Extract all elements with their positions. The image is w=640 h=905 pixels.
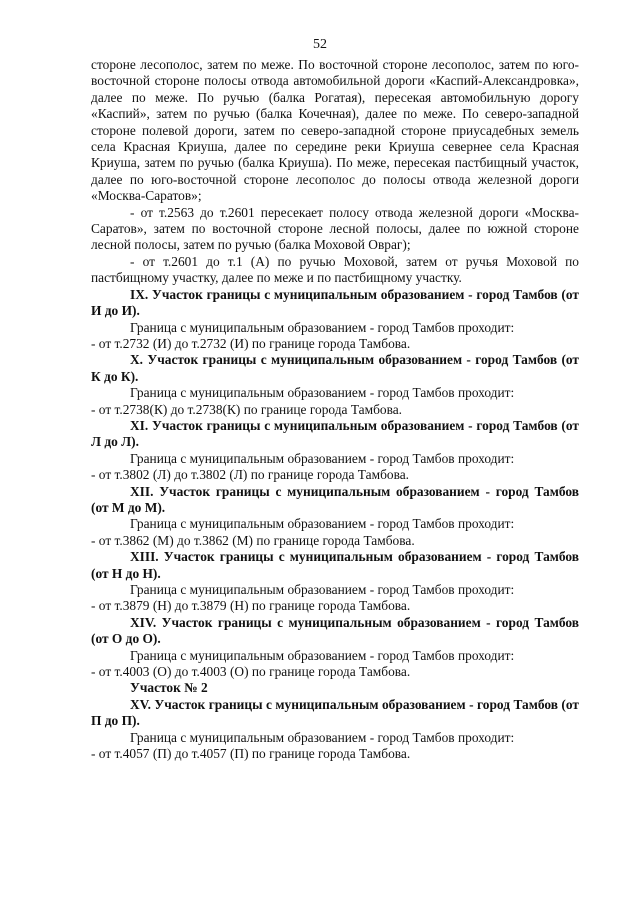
section-item: - от т.2732 (И) до т.2732 (И) по границе города Тамбова. (91, 335, 411, 351)
section-item: - от т.2738(К) до т.2738(К) по границе города Тамбова. (91, 401, 403, 417)
page-number: 52 (313, 37, 327, 52)
section-heading: X. Участок границы с муниципальным образованием - город Тамбов (от К до К). (91, 352, 579, 384)
section-text: Граница с муниципальным образованием - город Тамбов проходит: (130, 385, 515, 401)
boundary-item: - от т.2601 до т.1 (А) по ручью Моховой, затем от ручья Моховой по пастбищному участку, далее по меже и по пастбищному участку. (91, 253, 579, 286)
section-heading: XII. Участок границы с муниципальным образованием - город Тамбов (от М до М). (91, 483, 579, 515)
section-text: Граница с муниципальным образованием - город Тамбов проходит: (130, 729, 515, 745)
section-heading: XI. Участок границы с муниципальным образованием - город Тамбов (от Л до Л). (91, 417, 579, 450)
part-label: Участок № 2 (130, 680, 208, 696)
section-item: - от т.4057 (П) до т.4057 (П) по границе города Тамбова. (91, 746, 411, 762)
document-body (91, 57, 579, 762)
section-heading: XIV. Участок границы с муниципальным образованием - город Тамбов (от О до О). (91, 614, 579, 647)
section-text: Граница с муниципальным образованием - город Тамбов проходит: (130, 647, 515, 663)
section-item: - от т.3862 (М) до т.3862 (М) по границе города Тамбова. (91, 532, 415, 548)
section-heading: IX. Участок границы с муниципальным образованием - город Тамбов (от И до И). (91, 286, 579, 319)
section-text: Граница с муниципальным образованием - город Тамбов проходит: (130, 319, 515, 335)
section-text: Граница с муниципальным образованием - город Тамбов проходит: (130, 516, 515, 532)
section-text: Граница с муниципальным образованием - город Тамбов проходит: (130, 582, 515, 597)
section-heading: XIII. Участок границы с муниципальным образованием - город Тамбов (от Н до Н). (91, 549, 579, 581)
section-heading: XV. Участок границы с муниципальным образованием - город Тамбов (от П до П). (91, 696, 579, 729)
section-item: - от т.3802 (Л) до т.3802 (Л) по границе города Тамбова. (91, 467, 410, 483)
intro-paragraph: стороне лесополос, затем по меже. По восточной стороне лесополос, затем по юго-восточной стороне полосы отвода автомобильной дороги «Каспий-Александровка», далее по меже. По ручью (балка Рогатая), пересекая автомобильную дорогу «Каспий», затем по ручью (балка Кочечная), далее по меже. По северо-западной стороне полевой дороги, затем по северо-западной стороне приусадебных земель села Красная Криуша, далее по середине реки Криуша севернее села Красная Криуша, затем по ручью (балка Криуша). По меже, пересекая пастбищный участок, далее по юго-восточной стороне лесополос до полосы отвода железной дороги «Москва-Саратов»; (91, 57, 579, 204)
section-text: Граница с муниципальным образованием - город Тамбов проходит: (130, 450, 515, 466)
section-item: - от т.4003 (О) до т.4003 (О) по границе города Тамбова. (91, 664, 411, 680)
boundary-item: - от т.2563 до т.2601 пересекает полосу отвода железной дороги «Москва-Саратов», затем по восточной стороне лесной полосы, далее по южной стороне лесной полосы, затем по ручью (балка Моховой Овраг); (91, 204, 579, 253)
section-item: - от т.3879 (Н) до т.3879 (Н) по границе города Тамбова. (91, 598, 411, 614)
